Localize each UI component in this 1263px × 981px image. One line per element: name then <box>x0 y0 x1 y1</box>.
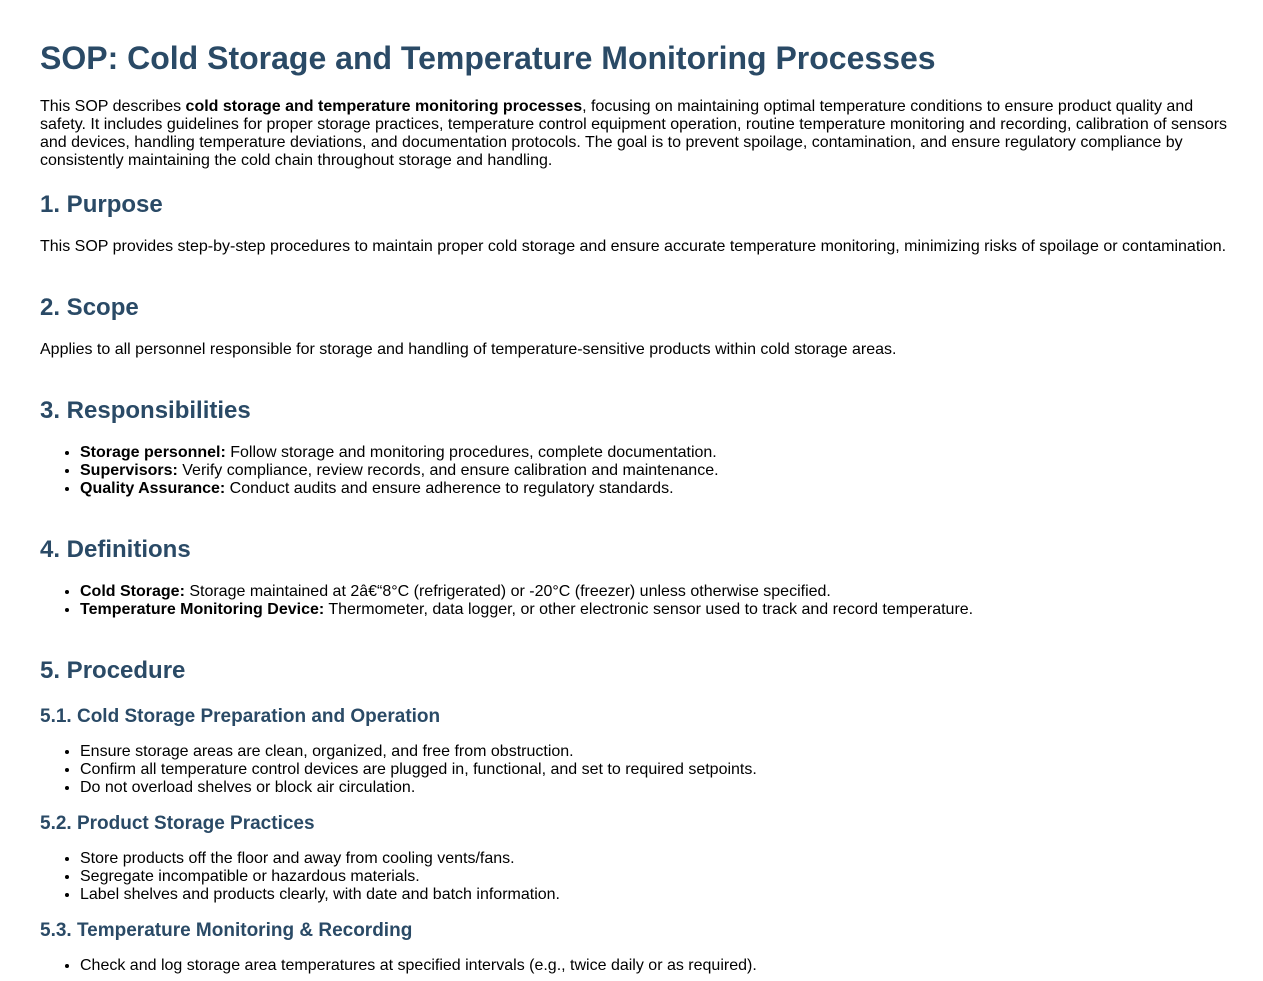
intro-suffix: , focusing on maintaining optimal temperature conditions to ensure product quality and safety. It includes guidelines for proper storage practices, temperature control equipment operation, routine temperature monitoring and recording, calibration of sensors and devices, handling temperature deviations, and documentation protocols. The goal is to prevent spoilage, contamination, and ensure regulatory compliance by consistently maintaining the cold chain throughout storage and handling. <box>40 98 1228 169</box>
sop-document <box>40 0 1230 975</box>
list-item <box>80 462 1230 480</box>
list-item-term: Quality Assurance: <box>80 480 226 497</box>
list-item: • Segregate incompatible or hazardous materials. <box>80 868 1230 886</box>
list-item-text: Verify compliance, review records, and ensure calibration and maintenance. <box>177 462 719 479</box>
intro-prefix: This SOP describes <box>40 98 186 115</box>
scope-text: Applies to all personnel responsible for storage and handling of temperature-sensitive products within cold storage areas. <box>40 341 897 358</box>
list-item: • Check and log storage area temperatures at specified intervals (e.g., twice daily or as required). <box>80 957 1230 975</box>
list-item-term: Supervisors: <box>80 462 178 479</box>
subsection-heading-5-2: 5.2. Product Storage Practices <box>40 813 315 834</box>
section-heading-purpose: 1. Purpose <box>40 191 163 218</box>
list-item: • Confirm all temperature control devices are plugged in, functional, and set to required setpoints. <box>80 761 1230 779</box>
list-item: • Store products off the floor and away from cooling vents/fans. <box>80 850 1230 868</box>
subsection-heading-5-1: 5.1. Cold Storage Preparation and Operation <box>40 706 441 727</box>
section-heading-procedure: 5. Procedure <box>40 657 186 684</box>
intro-bold: cold storage and temperature monitoring processes <box>185 98 583 115</box>
list-item <box>80 583 1230 601</box>
list-item-term: Temperature Monitoring Device: <box>80 601 325 618</box>
definitions-list <box>40 583 1230 619</box>
list-item: • Label shelves and products clearly, with date and batch information. <box>80 886 1230 904</box>
list-item-text: Follow storage and monitoring procedures, complete documentation. <box>225 444 717 461</box>
list-item <box>80 444 1230 462</box>
subsection-heading-5-3: 5.3. Temperature Monitoring & Recording <box>40 920 413 941</box>
page-title: SOP: Cold Storage and Temperature Monitoring Processes <box>40 40 936 76</box>
section-heading-definitions: 4. Definitions <box>40 536 191 563</box>
list-item-text: Conduct audits and ensure adherence to regulatory standards. <box>225 480 674 497</box>
section-heading-scope: 2. Scope <box>40 294 139 321</box>
list-item-term: Storage personnel: <box>80 444 226 461</box>
intro-paragraph <box>40 98 1230 170</box>
list-item-text: Storage maintained at 2â€“8°C (refrigerated) or -20°C (freezer) unless otherwise specified. <box>184 583 831 600</box>
list-item <box>80 480 1230 498</box>
purpose-text: This SOP provides step-by-step procedures to maintain proper cold storage and ensure accurate temperature monitoring, minimizing risks of spoilage or contamination. <box>40 238 1227 255</box>
procedure-list-5-1 <box>40 743 1230 797</box>
procedure-list-5-3 <box>40 957 1230 975</box>
list-item-text: Thermometer, data logger, or other electronic sensor used to track and record temperature. <box>324 601 974 618</box>
list-item <box>80 601 1230 619</box>
procedure-list-5-2 <box>40 850 1230 904</box>
section-heading-responsibilities: 3. Responsibilities <box>40 397 251 424</box>
list-item-term: Cold Storage: <box>80 583 185 600</box>
list-item: • Do not overload shelves or block air circulation. <box>80 779 1230 797</box>
responsibilities-list <box>40 444 1230 498</box>
list-item: • Ensure storage areas are clean, organized, and free from obstruction. <box>80 743 1230 761</box>
